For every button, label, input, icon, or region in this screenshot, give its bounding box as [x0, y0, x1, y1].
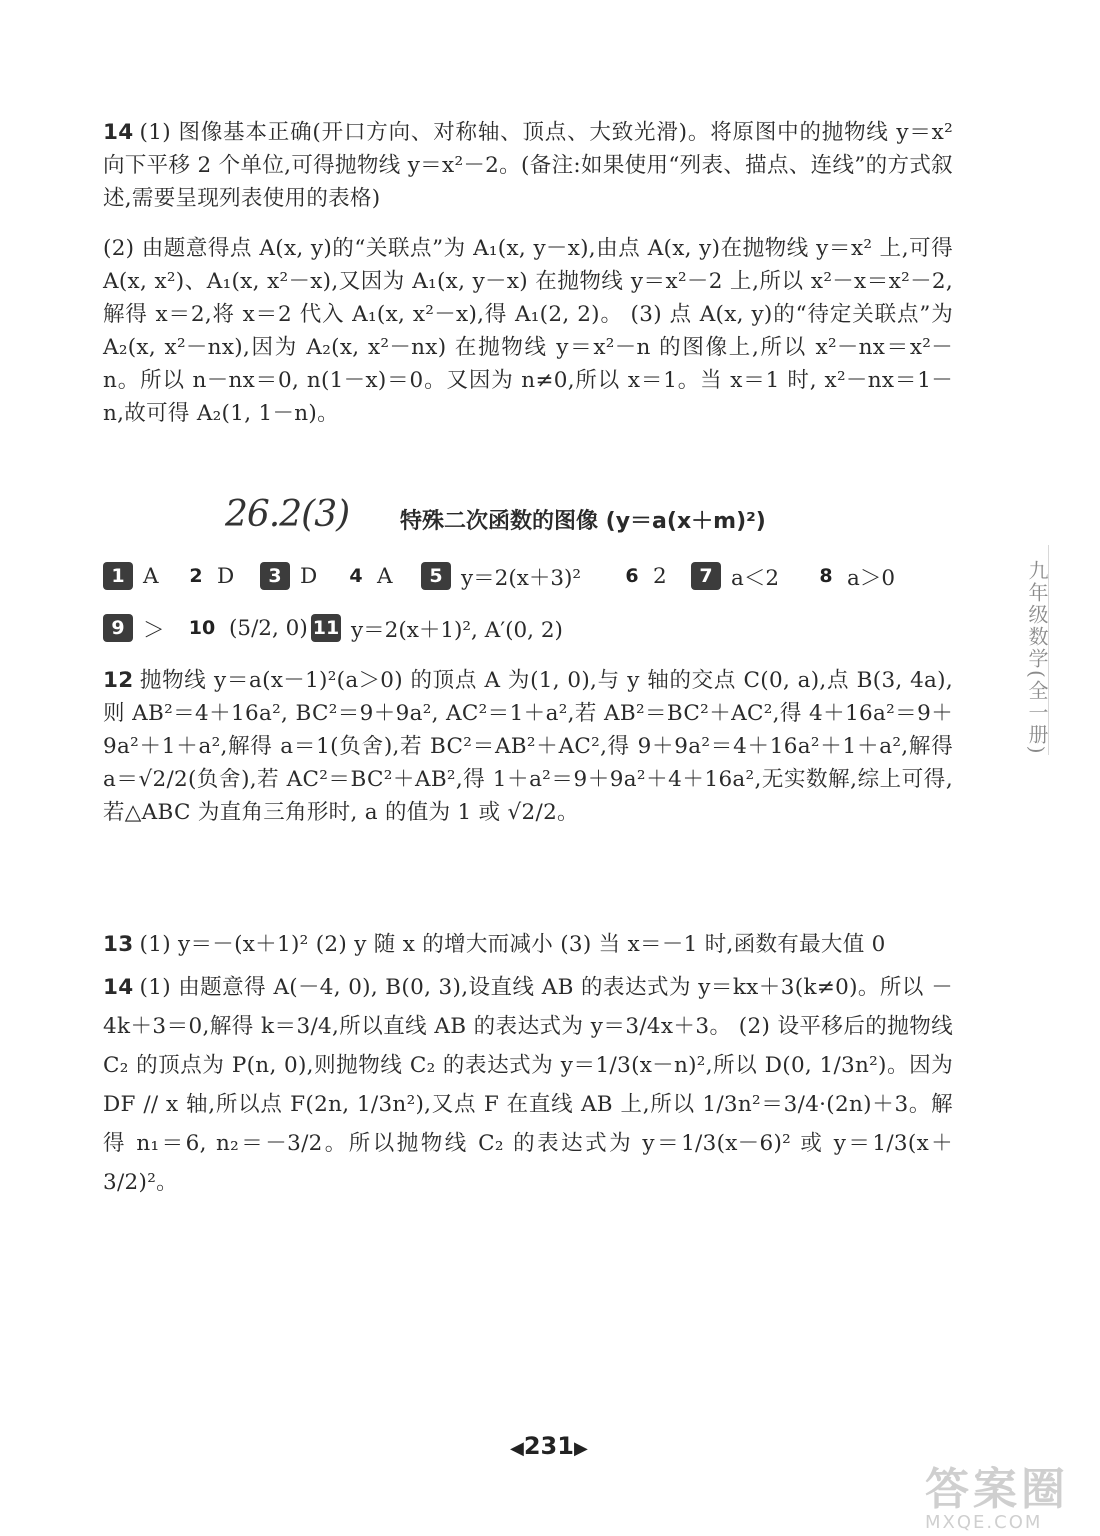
- answer-value: D: [217, 563, 235, 589]
- left-triangle-icon: ◀: [510, 1438, 524, 1459]
- watermark-title: 答案圈: [925, 1464, 1069, 1515]
- answer-item: [621, 558, 667, 594]
- question-number: 14: [103, 120, 134, 145]
- answer-number-badge: 8: [819, 565, 833, 587]
- question-number: 14: [103, 975, 134, 1000]
- answer-number-badge: 1: [103, 562, 133, 590]
- section-heading: [225, 492, 925, 540]
- answer-number-badge: 4: [349, 565, 363, 587]
- problem-13: [103, 928, 953, 961]
- answer-value: A: [143, 563, 159, 589]
- answer-item: [815, 558, 895, 594]
- paragraph-text: (1) 图像基本正确(开口方向、对称轴、顶点、大致光滑)。将原图中的抛物线 y＝x² 向下平移 2 个单位,可得抛物线 y＝x²－2。(备注:如果使用“列表、描点、连线”的方式叙述,需要呈现列表使用的表格): [103, 120, 953, 211]
- answer-value: y＝2(x＋3)²: [461, 565, 582, 591]
- answer-value: a＜2: [731, 565, 779, 591]
- paragraph-text: (1) y＝－(x＋1)² (2) y 随 x 的增大而减小 (3) 当 x＝－1 时,函数有最大值 0: [139, 932, 886, 957]
- answer-number-badge: 2: [189, 565, 203, 587]
- answer-value: 2: [653, 563, 667, 589]
- question-number: 12: [103, 668, 134, 693]
- answer-value: (5/2, 0): [229, 615, 308, 641]
- answer-number-badge: 7: [691, 562, 721, 590]
- answer-value: A: [377, 563, 393, 589]
- paragraph-text: (1) 由题意得 A(－4, 0), B(0, 3),设直线 AB 的表达式为 y＝kx＋3(k≠0)。所以 －4k＋3＝0,解得 k＝3/4,所以直线 AB 的表达式为 y＝3/4x＋3。 (2) 设平移后的抛物线 C₂ 的顶点为 P(n, 0),则抛物线 C₂ 的表达式为 y＝1/3(x－n)²,所以 D(0, 1/3n²)。因为 DF // x 轴,所以点 F(2n, 1/3n²),又点 F 在直线 AB 上,所以 1/3n²＝3/4·(2n)＋3。解得 n₁＝6, n₂＝－3/2。所以抛物线 C₂ 的表达式为 y＝1/3(x－6)² 或 y＝1/3(x＋3/2)²。: [103, 975, 953, 1195]
- answer-number-badge: 6: [625, 565, 639, 587]
- answer-number-badge: 11: [311, 614, 341, 642]
- answer-item: [260, 558, 317, 594]
- answers-row-1: [103, 558, 923, 594]
- section-title: 特殊二次函数的图像 (y＝a(x＋m)²): [400, 509, 766, 534]
- question-number: 13: [103, 932, 134, 957]
- answer-number-badge: 9: [103, 614, 133, 642]
- problem-12: [103, 664, 953, 829]
- answers-row-2: [103, 610, 923, 646]
- answer-item: [345, 558, 393, 594]
- problem-14b: [103, 968, 953, 1202]
- paragraph-text: (2) 由题意得点 A(x, y)的“关联点”为 A₁(x, y－x),由点 A(x, y)在抛物线 y＝x² 上,可得 A(x, x²)、A₁(x, x²－x),又因为 A₁(x, y－x) 在抛物线 y＝x²－2 上,所以 x²－x＝x²－2,解得 x＝2,将 x＝2 代入 A₁(x, x²－x),得 A₁(2, 2)。 (3) 点 A(x, y)的“待定关联点”为 A₂(x, x²－nx),因为 A₂(x, x²－nx) 在抛物线 y＝x²－n 的图像上,所以 x²－nx＝x²－n。所以 n－nx＝0, n(1－x)＝0。又因为 n≠0,所以 x＝1。当 x＝1 时, x²－nx＝1－n,故可得 A₂(1, 1－n)。: [103, 236, 953, 426]
- watermark-url: MXQE.COM: [925, 1512, 1043, 1533]
- answer-item: [311, 610, 563, 646]
- answer-value: D: [300, 563, 318, 589]
- answer-value: ＞: [143, 617, 165, 643]
- answer-item: [103, 610, 165, 646]
- answer-item: [185, 610, 308, 646]
- answer-number-badge: 5: [421, 562, 451, 590]
- paragraph-text: 抛物线 y＝a(x－1)²(a＞0) 的顶点 A 为(1, 0),与 y 轴的交点 C(0, a),点 B(3, 4a),则 AB²＝4＋16a², BC²＝9＋9a², AC²＝1＋a²,若 AB²＝BC²＋AC²,得 4＋16a²＝9＋9a²＋1＋a²,解得 a＝1(负舍),若 BC²＝AB²＋AC²,得 9＋9a²＝4＋16a²＋1＋a²,解得 a＝√2/2(负舍),若 AC²＝BC²＋AB²,得 1＋a²＝9＋9a²＋4＋16a²,无实数解,综上可得,若△ABC 为直角三角形时, a 的值为 1 或 √2/2。: [103, 668, 953, 825]
- answer-item: [421, 558, 581, 594]
- section-number: 26.2(3): [225, 494, 350, 535]
- answer-number-badge: 3: [260, 562, 290, 590]
- answer-value: a＞0: [847, 565, 895, 591]
- answer-item: [103, 558, 159, 594]
- answer-number-badge: 10: [188, 617, 216, 639]
- problem-14-part-1: [103, 116, 953, 215]
- page-number: [510, 1432, 588, 1460]
- page-number-text: 231: [523, 1432, 574, 1460]
- right-triangle-icon: ▶: [573, 1438, 588, 1459]
- answer-value: y＝2(x＋1)², A′(0, 2): [351, 617, 563, 643]
- side-book-label: 九年级数学(全一册): [1025, 560, 1049, 756]
- problem-14-part-2: [103, 232, 953, 430]
- answer-item: [691, 558, 779, 594]
- watermark-logo: [925, 1464, 1090, 1534]
- answer-item: [185, 558, 234, 594]
